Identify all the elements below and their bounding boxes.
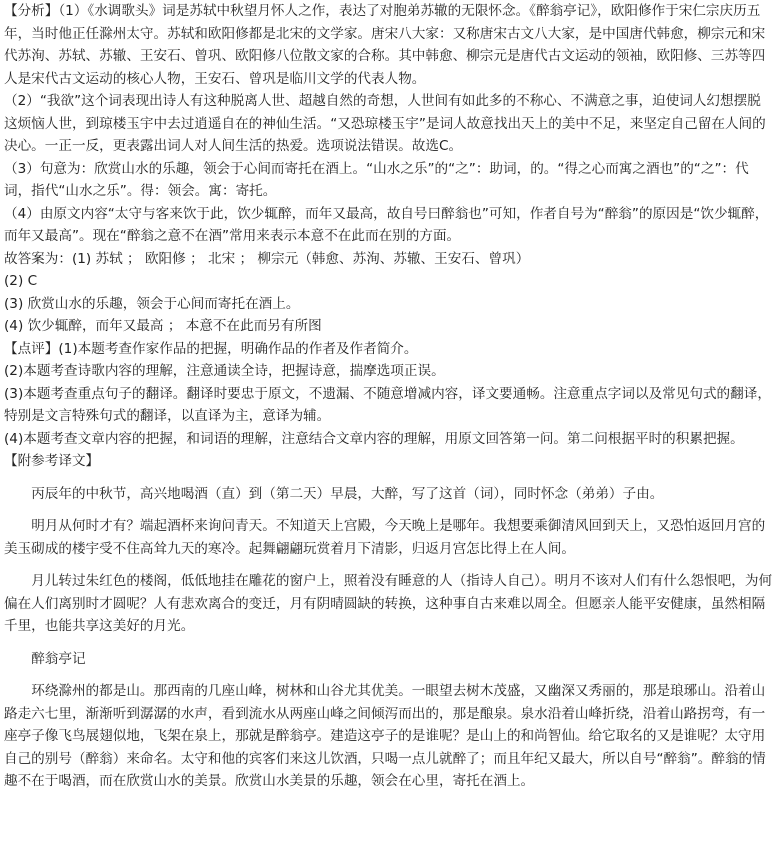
translation-title-2: 醉翁亭记 xyxy=(31,650,86,667)
spacer xyxy=(4,670,774,680)
spacer xyxy=(4,560,774,570)
translation-paragraph-3: 月儿转过朱红色的楼阁，低低地挂在雕花的窗户上，照着没有睡意的人（指诗人自己）。明月不该对人们有什么怨恨吧，为何偏在人们离别时才圆呢？人有悲欢离合的变迁，月有阴晴圆缺的转换，这种事自古来难以周全。但愿亲人能平安健康，虽然相隔千里，也能共享这美好的月光。 xyxy=(4,573,773,634)
translation-paragraph-4: 环绕滁州的都是山。那西南的几座山峰，树林和山谷尤其优美。一眼望去树木茂盛，又幽深又秀丽的，那是琅琊山。沿着山路走六七里，渐渐听到潺潺的水声，看到流水从两座山峰之间倾泻而出的，那是酿泉。泉水沿着山峰折绕，沿着山路拐弯，有一座亭子像飞鸟展翅似地，飞架在泉上，那就是醉翁亭。建造这亭子的是谁呢？是山上的和尚智仙。给它取名的又是谁呢？太守用自己的别号（醉翁）来命名。太守和他的宾客们来这儿饮酒，只喝一点儿就醉了；而且年纪又最大，所以自号“醉翁”。醉翁的情趣不在于喝酒，而在欣赏山水的美景。欣赏山水美景的乐趣，领会在心里，寄托在酒上。 xyxy=(4,683,766,789)
spacer xyxy=(4,505,774,515)
answer-line-3: (3) 欣赏山水的乐趣，领会于心间而寄托在酒上。 xyxy=(4,295,300,312)
answer-line-2: (2) C xyxy=(4,273,38,289)
review-line-1: 【点评】(1)本题考查作家作品的把握，明确作品的作者及作者简介。 xyxy=(4,340,418,357)
answer-line-1: 故答案为：(1) 苏轼 ； 欧阳修 ； 北宋 ； 柳宗元（韩愈、苏洵、苏辙、王安石、曾巩） xyxy=(4,250,530,267)
analysis-paragraph-4: （4）由原文内容“太守与客来饮于此，饮少辄醉，而年又最高，故自号曰醉翁也”可知，作者自号为“醉翁”的原因是“饮少辄醉，而年又最高”。现在“醉翁之意不在酒”常用来表示本意不在此而在别的方面。 xyxy=(4,205,769,244)
review-line-3: (3)本题考查重点句子的翻译。翻译时要忠于原文，不遗漏、不随意增减内容，译文要通畅。注意重点字词以及常见句式的翻译，特别是文言特殊句式的翻译，以直译为主，意译为辅。 xyxy=(4,385,771,424)
translation-paragraph-1: 丙辰年的中秋节，高兴地喝酒（直）到（第二天）早晨，大醉，写了这首（词），同时怀念（弟弟）子由。 xyxy=(31,485,664,502)
spacer xyxy=(4,473,774,483)
analysis-paragraph-1: 【分析】（1）《水调歌头》词是苏轼中秋望月怀人之作，表达了对胞弟苏辙的无限怀念。《醉翁亭记》，欧阳修作于宋仁宗庆历五年，当时他正任滁州太守。苏轼和欧阳修都是北宋的文学家。唐宋八大家：又称唐宋古文八大家，是中国唐代韩愈，柳宗元和宋代苏洵、苏轼、苏辙、王安石、曾巩、欧阳修八位散文家的合称。其中韩愈、柳宗元是唐代古文运动的领袖，欧阳修、三苏等四人是宋代古文运动的核心人物，王安石、曾巩是临川文学的代表人物。 xyxy=(4,3,766,87)
analysis-paragraph-2: （2）“我欲”这个词表现出诗人有这种脱离人世、超越自然的奇想，人世间有如此多的不称心、不满意之事，迫使词人幻想摆脱这烦恼人世，到琼楼玉宇中去过逍遥自在的神仙生活。“又恐琼楼玉宇”是词人故意找出天上的美中不足，来坚定自己留在人间的决心。一正一反，更表露出词人对人间生活的热爱。选项说法错误。故选C。 xyxy=(4,93,766,154)
translation-header: 【附参考译文】 xyxy=(4,453,100,469)
analysis-paragraph-3: （3）句意为：欣赏山水的乐趣，领会于心间而寄托在酒上。“山水之乐”的“之”：助词，的。“得之心而寓之酒也”的“之”：代词，指代“山水之乐”。得：领会。寓：寄托。 xyxy=(4,160,749,199)
review-line-4: (4)本题考查文章内容的把握，和词语的理解，注意结合文章内容的理解，用原文回答第一问。第二问根据平时的积累把握。 xyxy=(4,430,744,447)
spacer xyxy=(4,638,774,648)
translation-paragraph-2: 明月从何时才有？端起酒杯来询问青天。不知道天上宫殿，今天晚上是哪年。我想要乘御清风回到天上，又恐怕返回月宫的美玉砌成的楼宇受不住高耸九天的寒冷。起舞翩翩玩赏着月下清影，归返月宫怎比得上在人间。 xyxy=(4,518,766,557)
answer-line-4: (4) 饮少辄醉，而年又最高 ； 本意不在此而另有所图 xyxy=(4,318,322,334)
review-line-2: (2)本题考查诗歌内容的理解，注意通读全诗，把握诗意，揣摩选项正误。 xyxy=(4,363,445,379)
